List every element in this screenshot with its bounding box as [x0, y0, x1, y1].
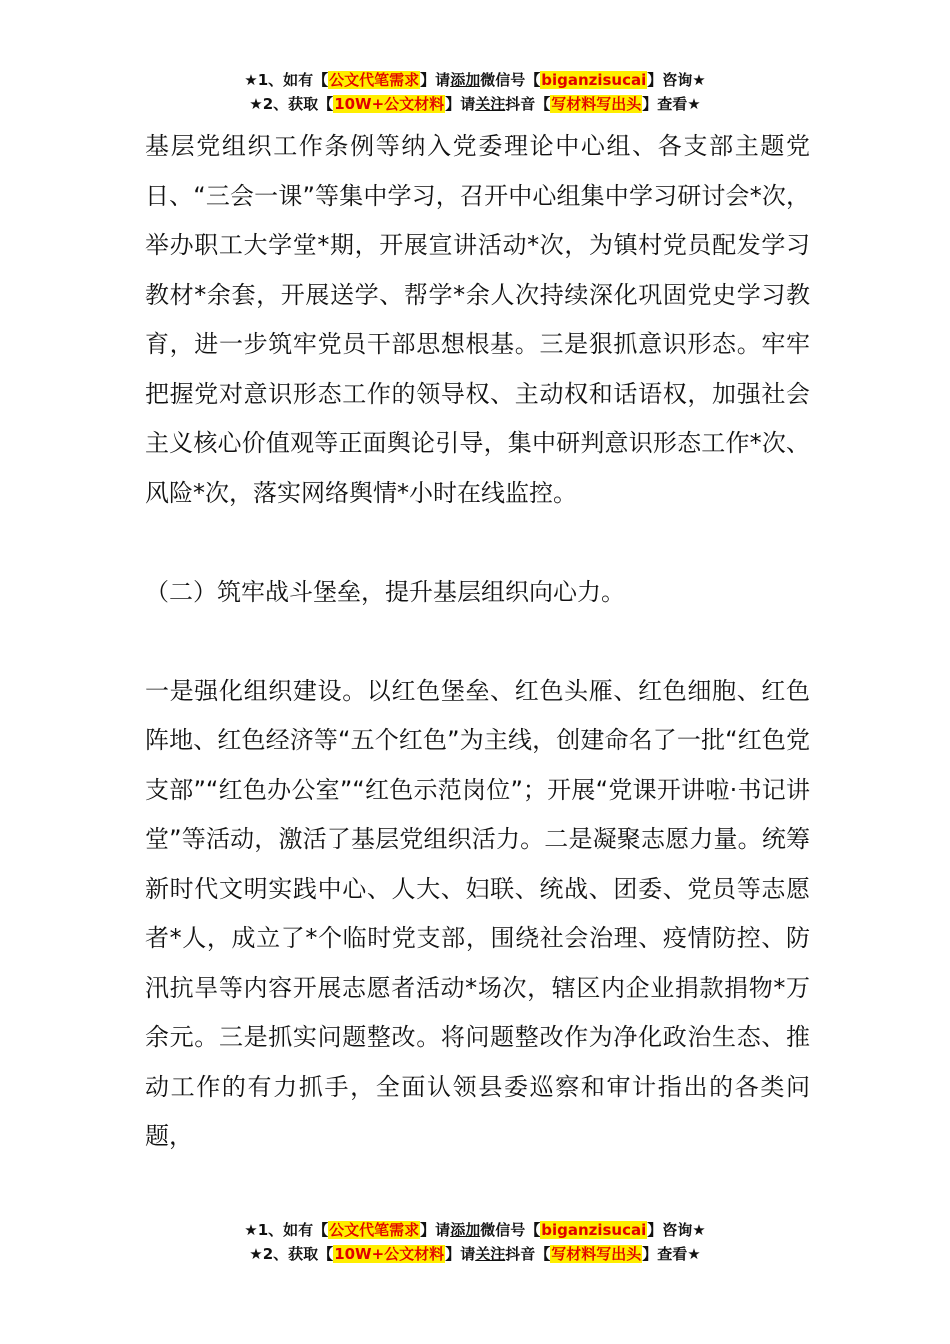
- banner-text: ★2、获取【: [249, 95, 334, 113]
- banner-text: 】咨询★: [647, 71, 706, 89]
- paragraph-2: 一是强化组织建设。以红色堡垒、红色头雁、红色细胞、红色阵地、红色经济等“五个红色”为主线，创建命名了一批“红色党支部”“红色办公室”“红色示范岗位”；开展“党课开讲啦·书记讲堂”等活动，激活了基层党组织活力。二是凝聚志愿力量。统筹新时代文明实践中心、人大、妇联、统战、团委、党员等志愿者*人，成立了*个临时党支部，围绕社会治理、疫情防控、防汛抗旱等内容开展志愿者活动*场次，辖区内企业捐款捐物*万余元。三是抓实问题整改。将问题整改作为净化政治生态、推动工作的有力抓手，全面认领县委巡察和审计指出的各类问题，: [145, 676, 810, 1150]
- banner-text: ★2、获取【: [249, 1245, 334, 1263]
- banner-text: ★1、如有【: [244, 71, 329, 89]
- banner-text: 】查看★: [642, 1245, 701, 1263]
- banner-text: 】请: [420, 71, 451, 89]
- highlight-douyin: 写材料写出头: [551, 1245, 642, 1263]
- banner-line-1: [0, 1218, 950, 1242]
- highlight-wechat-id: biganzisucai: [541, 1221, 647, 1239]
- banner-text: 抖音【: [505, 95, 551, 113]
- highlight-materials: 10W+公文材料: [334, 1245, 445, 1263]
- banner-underlined-text: 关注: [475, 95, 506, 113]
- paragraph-1: 基层党组织工作条例等纳入党委理论中心组、各支部主题党日、“三会一课”等集中学习，召开中心组集中学习研讨会*次，举办职工大学堂*期，开展宣讲活动*次，为镇村党员配发学习教材*余套，开展送学、帮学*余人次持续深化巩固党史学习教育，进一步筑牢党员干部思想根基。三是狠抓意识形态。牢牢把握党对意识形态工作的领导权、主动权和话语权，加强社会主义核心价值观等正面舆论引导，集中研判意识形态工作*次、风险*次，落实网络舆情*小时在线监控。: [145, 132, 810, 507]
- banner-underlined-text: 关注: [475, 1245, 506, 1263]
- top-banner: [0, 68, 950, 116]
- banner-text: 微信号【: [480, 1221, 541, 1239]
- highlight-douyin: 写材料写出头: [551, 95, 642, 113]
- banner-underlined-text: 添加: [450, 1221, 481, 1239]
- banner-text: 】咨询★: [647, 1221, 706, 1239]
- banner-text: 抖音【: [505, 1245, 551, 1263]
- banner-line-2: [0, 92, 950, 116]
- banner-text: 】请: [445, 95, 476, 113]
- banner-line-1: [0, 68, 950, 92]
- banner-text: 微信号【: [480, 71, 541, 89]
- banner-text: 】查看★: [642, 95, 701, 113]
- bottom-banner: [0, 1218, 950, 1266]
- highlight-wechat-id: biganzisucai: [541, 71, 647, 89]
- banner-underlined-text: 添加: [450, 71, 481, 89]
- highlight-service: 公文代笔需求: [329, 71, 420, 89]
- highlight-service: 公文代笔需求: [329, 1221, 420, 1239]
- highlight-materials: 10W+公文材料: [334, 95, 445, 113]
- section-heading: （二）筑牢战斗堡垒，提升基层组织向心力。: [145, 577, 625, 606]
- banner-text: 】请: [445, 1245, 476, 1263]
- document-body: [145, 122, 810, 1162]
- banner-text: ★1、如有【: [244, 1221, 329, 1239]
- banner-text: 】请: [420, 1221, 451, 1239]
- banner-line-2: [0, 1242, 950, 1266]
